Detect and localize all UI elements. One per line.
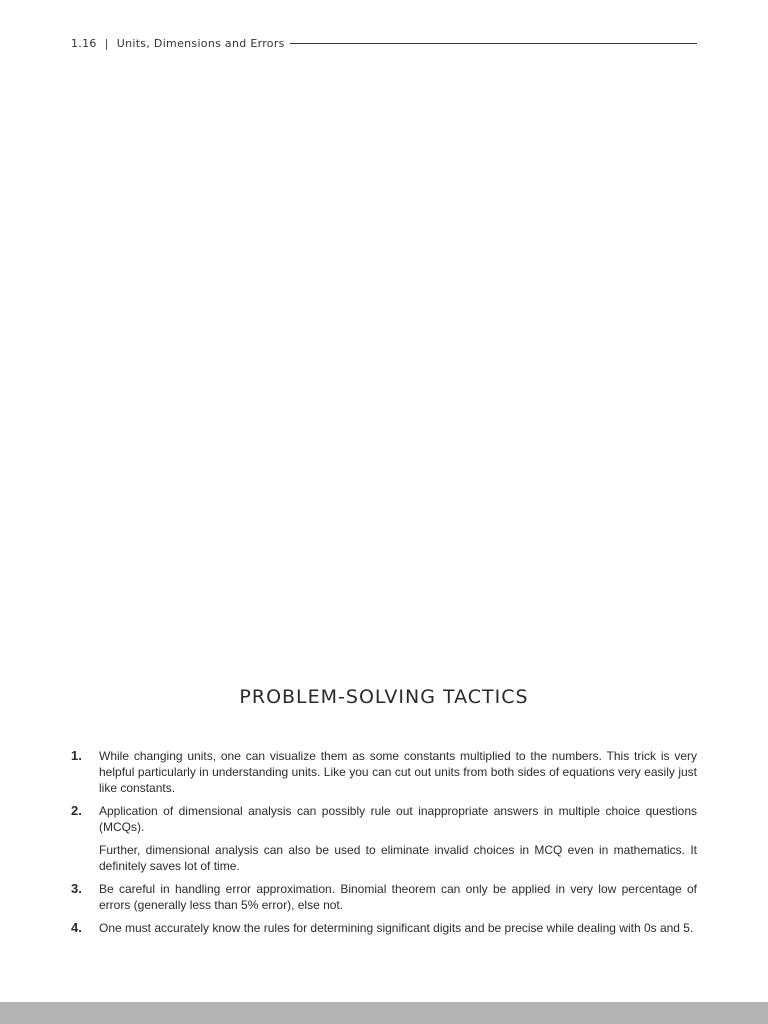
header-separator: | — [104, 37, 109, 50]
tactic-text: Further, dimensional analysis can also be used to eliminate invalid choices in MCQ even in mathematics. It definitely saves lot of time. — [99, 843, 697, 873]
tactic-text: While changing units, one can visualize them as some constants multiplied to the numbers. This trick is very helpful particularly in understanding units. Like you can cut out units from both sides of equations very easily just like constants. — [99, 749, 697, 795]
tactic-number: 1. — [71, 748, 82, 763]
page-number: 1.16 — [71, 37, 97, 50]
chapter-title: Units, Dimensions and Errors — [116, 37, 285, 50]
tactic-item-3 — [71, 881, 697, 913]
tactic-item-4 — [71, 920, 697, 936]
tactic-text: Application of dimensional analysis can possibly rule out inappropriate answers in multiple choice questions (MCQs). — [99, 804, 697, 834]
tactic-number: 4. — [71, 920, 82, 935]
tactic-number: 2. — [71, 803, 82, 818]
header-rule — [290, 43, 697, 44]
running-header — [71, 37, 697, 50]
tactic-item-1 — [71, 748, 697, 796]
tactic-text: One must accurately know the rules for determining significant digits and be precise while dealing with 0s and 5. — [99, 921, 694, 935]
footer-band — [0, 1002, 768, 1024]
tactic-text: Be careful in handling error approximation. Binomial theorem can only be applied in very low percentage of errors (generally less than 5% error), else not. — [99, 882, 697, 912]
section-title: PROBLEM-SOLVING TACTICS — [239, 686, 529, 708]
tactic-number: 3. — [71, 881, 82, 896]
tactics-list — [71, 748, 697, 943]
tactic-item-2 — [71, 803, 697, 874]
